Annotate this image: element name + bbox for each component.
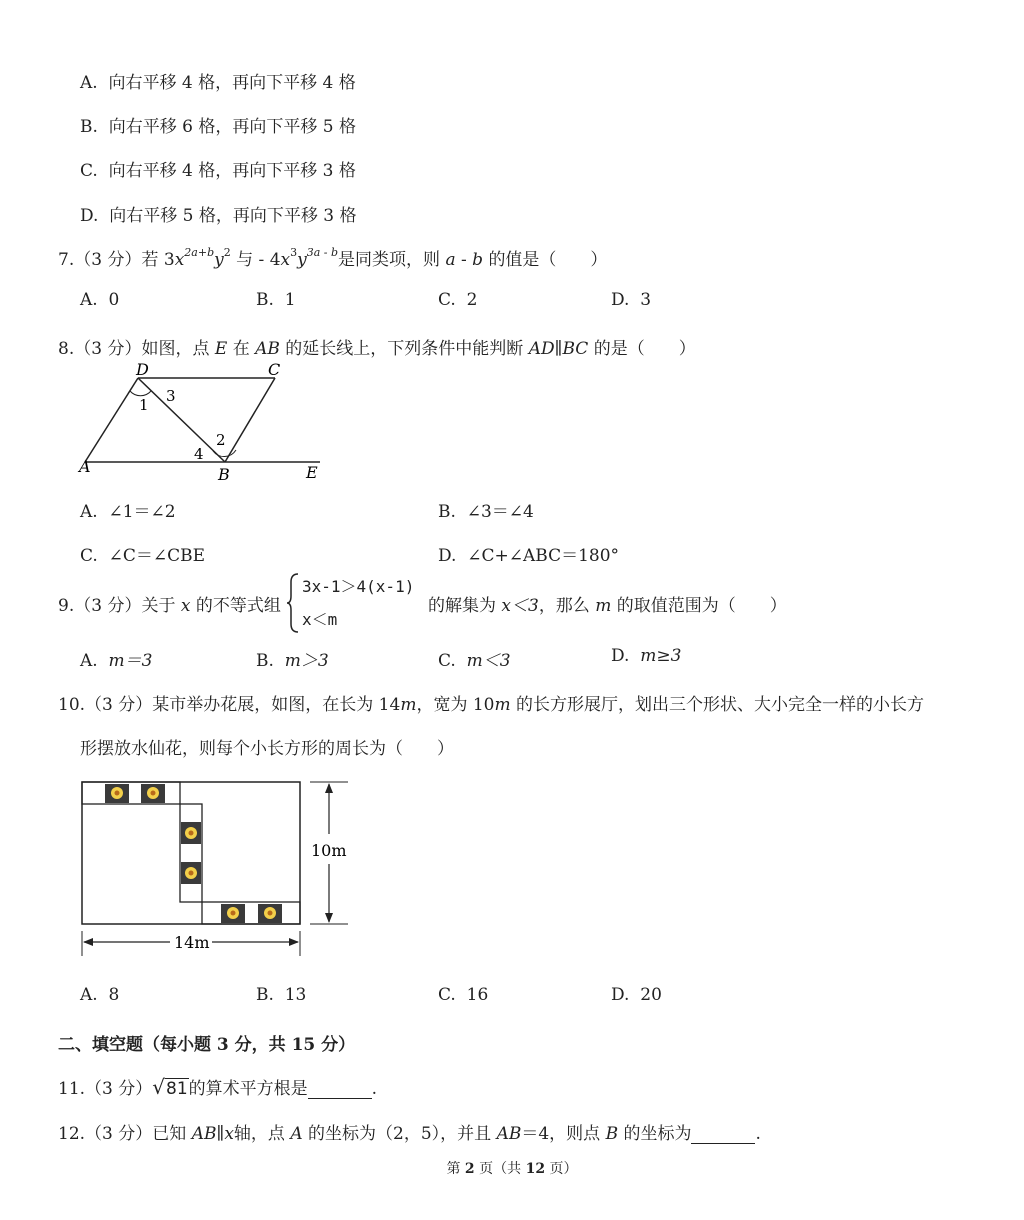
stem-text: 如图，点 — [141, 339, 210, 359]
angle-label-1: 1 — [139, 396, 149, 414]
math-expr: x＜3 — [501, 596, 539, 616]
q10-stem-line2: 形摆放水仙花，则每个小长方形的周长为（ ） — [80, 739, 454, 759]
arrow-down-icon — [325, 913, 333, 923]
math-var: x — [224, 1124, 234, 1144]
math-var: A — [290, 1124, 303, 1144]
option-letter: C. — [438, 985, 456, 1005]
q9-stem-left — [58, 591, 281, 616]
answer-blank[interactable] — [691, 1127, 755, 1144]
q9-option-d — [611, 646, 681, 666]
q6-option-c — [80, 156, 356, 181]
math-var: x — [180, 596, 191, 616]
question-score: （3 分） — [85, 1079, 153, 1099]
option-letter: A. — [80, 502, 98, 522]
question-number: 8. — [58, 339, 75, 359]
q10-option-a — [80, 985, 119, 1005]
q8-option-b — [438, 497, 534, 522]
stem-text: 的长方形展厅，划出三个形状、大小完全一样的小长方 — [516, 695, 925, 715]
math-var: m — [494, 695, 511, 715]
math-var: y — [214, 250, 224, 270]
q7-option-a — [80, 290, 119, 310]
question-number: 12. — [58, 1124, 86, 1144]
inequality-1: 3x-1＞4(x-1) — [302, 577, 415, 596]
stem-text: 的解集为 — [428, 596, 496, 616]
q10-hall-figure — [78, 776, 358, 962]
math-var: B — [605, 1124, 619, 1144]
stem-text: 在 — [232, 339, 250, 359]
option-letter: C. — [438, 290, 456, 310]
option-letter: C. — [80, 161, 98, 181]
point-label-c: C — [268, 360, 281, 379]
stem-text: 的是（ ） — [593, 339, 696, 359]
option-text: m＝3 — [108, 651, 153, 671]
math-var: m — [400, 695, 417, 715]
point-label-e: E — [306, 463, 318, 482]
q8-option-d — [438, 541, 619, 566]
option-text: 0 — [108, 290, 120, 310]
option-text: ∠1＝∠2 — [108, 502, 176, 522]
question-number: 11. — [58, 1079, 86, 1099]
flower-icon — [181, 822, 201, 844]
q8-stem — [58, 334, 696, 359]
small-rect-middle — [180, 804, 202, 902]
option-letter: B. — [256, 290, 274, 310]
math-var: AD — [528, 339, 555, 359]
stem-text: ，宽为 10 — [416, 695, 495, 715]
width-label: 14m — [174, 933, 210, 952]
option-letter: D. — [611, 985, 630, 1005]
segment-db — [138, 378, 225, 462]
option-letter: C. — [438, 651, 456, 671]
segment-da — [85, 378, 138, 462]
option-text: ∠C+∠ABC＝180° — [467, 546, 620, 566]
stem-text: ＝4，则点 — [521, 1124, 601, 1144]
math-exponent: 2a+b — [184, 246, 215, 259]
option-text: 向右平移 5 格，再向下平移 3 格 — [109, 206, 357, 226]
stem-text: 是同类项，则 — [338, 250, 441, 270]
option-letter: B. — [80, 117, 98, 137]
option-letter: A. — [80, 985, 98, 1005]
system-brace — [286, 572, 300, 634]
math-exponent: 3a - b — [306, 246, 339, 259]
point-label-d: D — [136, 360, 149, 379]
sqrt-icon: √ — [152, 1075, 166, 1099]
flower-icon — [105, 784, 129, 803]
stem-text: 的延长线上，下列条件中能判断 — [285, 339, 524, 359]
stem-text: 若 3 — [141, 250, 175, 270]
stem-text: 已知 — [152, 1124, 187, 1144]
option-letter: B. — [438, 502, 456, 522]
q6-option-a — [80, 68, 356, 93]
flower-icon — [258, 904, 282, 923]
q7-option-c — [438, 290, 477, 310]
stem-text: 的不等式组 — [195, 596, 281, 616]
hall-rectangle — [82, 782, 300, 924]
question-score: （3 分） — [74, 596, 142, 616]
angle-label-4: 4 — [194, 445, 204, 463]
option-text: 20 — [640, 985, 662, 1005]
stem-text: 某市举办花展，如图，在长为 14 — [152, 695, 401, 715]
page-number: 2 — [464, 1161, 475, 1177]
option-text: 1 — [284, 290, 296, 310]
option-text: 16 — [466, 985, 489, 1005]
option-text: 2 — [466, 290, 478, 310]
q12-stem — [58, 1119, 761, 1144]
section-title: 二、填空题（每小题 3 分，共 15 分） — [58, 1035, 356, 1055]
stem-text: 的坐标为（2，5），并且 — [308, 1124, 492, 1144]
option-letter: A. — [80, 73, 98, 93]
option-text: 向右平移 4 格，再向下平移 4 格 — [108, 73, 356, 93]
q7-option-b — [256, 290, 296, 310]
stem-text: . — [755, 1124, 761, 1144]
q7-option-d — [611, 290, 651, 310]
math-var: AB — [191, 1124, 217, 1144]
math-op: ∥ — [554, 339, 563, 359]
math-var: x — [174, 250, 185, 270]
height-label: 10m — [311, 841, 347, 860]
option-letter: D. — [611, 646, 630, 666]
angle-label-3: 3 — [166, 387, 176, 405]
question-number: 10. — [58, 695, 86, 715]
page-footer — [0, 1158, 1024, 1178]
option-text: m＜3 — [466, 651, 511, 671]
option-letter: A. — [80, 651, 98, 671]
q8-geometry-figure — [70, 360, 350, 485]
angle-label-2: 2 — [216, 431, 226, 449]
math-var: E — [214, 339, 228, 359]
option-text: ∠3＝∠4 — [466, 502, 534, 522]
q10-option-b — [256, 985, 306, 1005]
q9-option-b — [256, 646, 329, 671]
question-score: （3 分） — [74, 250, 142, 270]
flower-icon — [221, 904, 245, 923]
option-text: 3 — [640, 290, 652, 310]
option-text: m＞3 — [284, 651, 329, 671]
math-var: AB — [255, 339, 280, 359]
stem-text: ，那么 — [538, 596, 590, 616]
small-rect-top — [82, 782, 180, 804]
question-number: 7. — [58, 250, 75, 270]
math-op: ∥ — [216, 1124, 225, 1144]
option-letter: B. — [256, 651, 274, 671]
stem-text: 关于 — [141, 596, 176, 616]
option-text: 8 — [108, 985, 120, 1005]
math-var: y — [297, 250, 307, 270]
question-score: （3 分） — [85, 695, 153, 715]
math-var: a — [445, 250, 456, 270]
small-rect-bottom — [202, 902, 300, 924]
option-letter: B. — [256, 985, 274, 1005]
q9-stem-right — [428, 591, 787, 616]
arrow-up-icon — [325, 783, 333, 793]
q6-option-d — [80, 201, 357, 226]
flower-icon — [181, 862, 201, 884]
stem-text: 的取值范围为（ ） — [616, 596, 787, 616]
page-total: 12 — [525, 1161, 546, 1177]
q6-option-b — [80, 112, 356, 137]
answer-blank[interactable] — [308, 1082, 372, 1099]
question-score: （3 分） — [74, 339, 142, 359]
option-letter: C. — [80, 546, 98, 566]
point-label-b: B — [218, 465, 230, 484]
stem-text: 轴，点 — [233, 1124, 285, 1144]
q7-stem — [58, 245, 607, 270]
q10-stem-line1 — [58, 690, 924, 715]
q9-option-a — [80, 646, 152, 671]
q11-stem — [58, 1074, 377, 1099]
option-letter: D. — [611, 290, 630, 310]
math-var: AB — [496, 1124, 522, 1144]
math-var: m — [595, 596, 612, 616]
math-op: - — [455, 250, 473, 270]
point-label-a: A — [79, 457, 91, 476]
q8-option-a — [80, 497, 176, 522]
arrow-right-icon — [289, 938, 299, 946]
option-text: ∠C＝∠CBE — [108, 546, 206, 566]
math-var: BC — [562, 339, 589, 359]
q10-option-d — [611, 985, 662, 1005]
option-text: m≥3 — [640, 646, 682, 666]
stem-text: 的坐标为 — [623, 1124, 692, 1144]
q10-option-c — [438, 985, 488, 1005]
math-var: x — [280, 250, 291, 270]
stem-text: 与 - 4 — [236, 250, 281, 270]
math-exponent: 2 — [223, 246, 231, 259]
stem-text: 的值是（ ） — [488, 250, 608, 270]
footer-text: 页） — [549, 1161, 578, 1177]
sqrt-radicand: 81 — [166, 1079, 188, 1099]
arrow-left-icon — [83, 938, 93, 946]
option-text: 向右平移 6 格，再向下平移 5 格 — [108, 117, 356, 137]
flower-icon — [141, 784, 165, 803]
q9-option-c — [438, 646, 511, 671]
footer-text: 第 — [446, 1161, 461, 1177]
footer-text: 页（共 — [479, 1161, 522, 1177]
option-letter: D. — [80, 206, 99, 226]
math-var: b — [472, 250, 484, 270]
option-text: 13 — [284, 985, 307, 1005]
stem-text: . — [371, 1079, 378, 1099]
question-score: （3 分） — [85, 1124, 153, 1144]
option-letter: D. — [438, 546, 457, 566]
stem-text: 的算术平方根是 — [188, 1079, 308, 1099]
inequality-2: x＜m — [302, 610, 338, 629]
question-number: 9. — [58, 596, 75, 616]
segment-cb — [225, 378, 275, 462]
q8-option-c — [80, 541, 205, 566]
option-text: 向右平移 4 格，再向下平移 3 格 — [108, 161, 356, 181]
option-letter: A. — [80, 290, 98, 310]
math-exponent: 3 — [290, 246, 298, 259]
